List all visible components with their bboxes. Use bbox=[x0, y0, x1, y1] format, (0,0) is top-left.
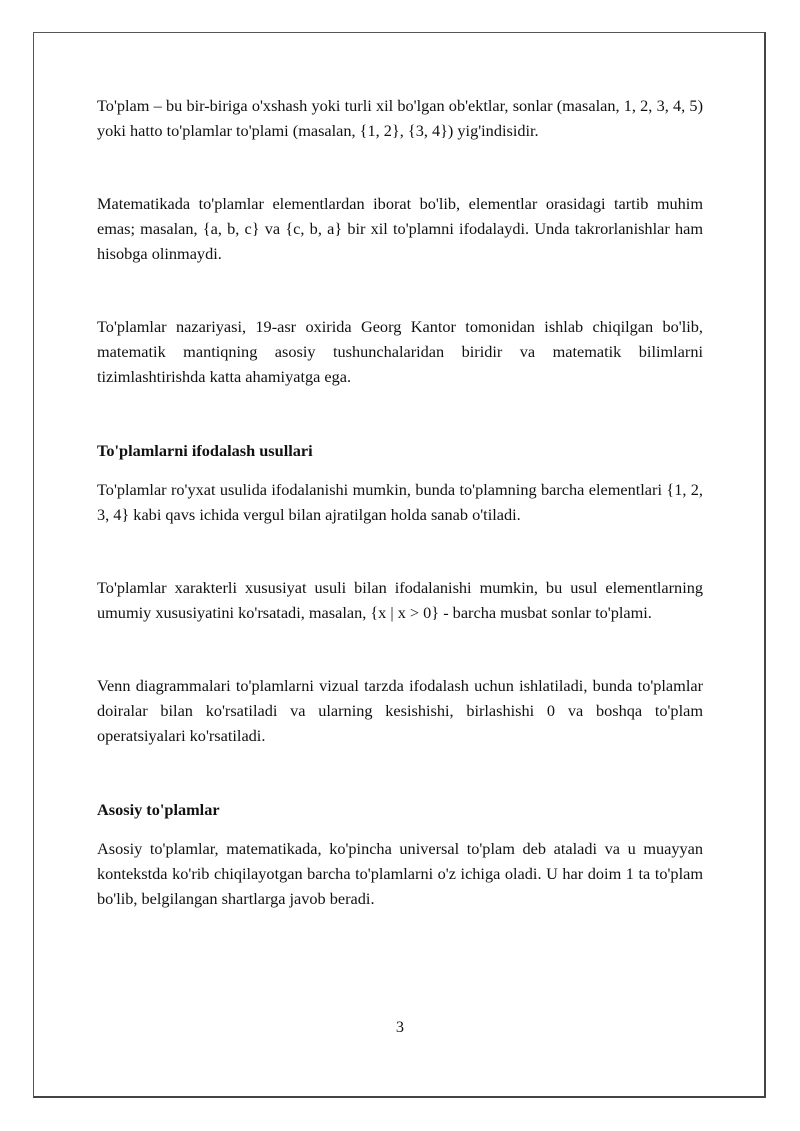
paragraph-venn-diagrams: Venn diagrammalari to'plamlarni vizual tarzda ifodalash uchun ishlatiladi, bunda to'plamlar doiralar bilan ko'rsatiladi va ularning kesishishi, birlashishi 0 va boshqa to'plam operatsiyalari ko'rsatiladi. bbox=[97, 676, 703, 745]
document-body bbox=[97, 93, 703, 911]
paragraph-set-elements: Matematikada to'plamlar elementlardan iborat bo'lib, elementlar orasidagi tartib muhim emas; masalan, {a, b, c} va {c, b, a} bir xil to'plamni ifodalaydi. Unda takrorlanishlar ham hisobga olinmaydi. bbox=[97, 194, 703, 263]
section-heading-universal-sets: Asosiy to'plamlar bbox=[97, 800, 220, 819]
paragraph-roster-method: To'plamlar ro'yxat usulida ifodalanishi mumkin, bunda to'plamning barcha elementlari {1, 2, 3, 4} kabi qavs ichida vergul bilan ajratilgan holda sanab o'tiladi. bbox=[97, 480, 703, 524]
page-number: 3 bbox=[395, 1017, 405, 1036]
paragraph-universal-set: Asosiy to'plamlar, matematikada, ko'pincha universal to'plam deb ataladi va u muayyan kontekstda ko'rib chiqilayotgan barcha to'plamlarni o'z ichiga oladi. U har doim 1 ta to'plam bo'lib, belgilangan shartlarga javob beradi. bbox=[97, 839, 703, 908]
section-heading-representation: To'plamlarni ifodalash usullari bbox=[97, 441, 313, 460]
paragraph-set-builder-method: To'plamlar xarakterli xususiyat usuli bilan ifodalanishi mumkin, bu usul elementlarning umumiy xususiyatini ko'rsatadi, masalan, {x | x > 0} - barcha musbat sonlar to'plami. bbox=[97, 578, 703, 622]
paragraph-set-definition: To'plam – bu bir-biriga o'xshash yoki turli xil bo'lgan ob'ektlar, sonlar (masalan, 1, 2, 3, 4, 5) yoki hatto to'plamlar to'plami (masalan, {1, 2}, {3, 4}) yig'indisidir. bbox=[97, 96, 703, 140]
paragraph-set-theory: To'plamlar nazariyasi, 19-asr oxirida Georg Kantor tomonidan ishlab chiqilgan bo'lib, matematik mantiqning asosiy tushunchalaridan biridir va matematik bilimlarni tizimlashtirishda katta ahamiyatga ega. bbox=[97, 317, 703, 386]
